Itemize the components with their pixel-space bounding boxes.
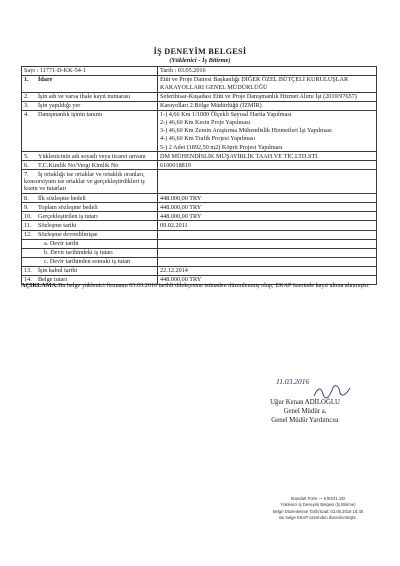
- row-value-line: DM MÜHENDİSLİK MÜŞAVİRLİK TAAH.VE TİC.LTD.STİ.: [160, 152, 319, 160]
- row-value-cell: [158, 92, 377, 101]
- row-label: T.C.Kimlik No/Vergi Kimlik No: [38, 161, 119, 169]
- signer-title-1: Genel Müdür a.: [283, 408, 327, 416]
- row-label: Danışmanlık işinin tanımı: [38, 111, 103, 119]
- row-label: İşin adı ve varsa ihale kayıt numarası: [38, 92, 131, 100]
- row-value-line: 22.12.2014: [160, 267, 188, 275]
- explanation-text: Bu belge yüklenici firmanın 03.03.2016 tarihli dilekçesine istinaden düzenlenmiş olup; EKAP üzerinde kayıt altına alınmıştır.: [58, 282, 370, 289]
- certificate-row: [22, 92, 377, 101]
- row-number: 2.: [24, 92, 29, 100]
- row-value-cell: [158, 76, 377, 92]
- footer-line: Standart Form — KİK031.1/D: [290, 496, 346, 501]
- certificate-row: [22, 161, 377, 170]
- row-label-cell: [22, 110, 158, 152]
- row-label-cell: [22, 266, 158, 275]
- row-number: 7.: [24, 170, 29, 178]
- footer-line: Yüklenici İş Deneyim Belgesi (İş Bitirme): [280, 502, 356, 508]
- certificate-row: [22, 101, 377, 110]
- row-label: İdare: [38, 76, 53, 84]
- row-label-cell: [22, 221, 158, 230]
- row-label: İlk sözleşme bedeli: [38, 194, 86, 202]
- row-value-line: 4-) 46,60 Km Trafik Projesi Yapılması: [160, 135, 256, 143]
- row-number: 13.: [24, 267, 32, 275]
- certificate-row: [22, 221, 377, 230]
- row-value-cell: [158, 110, 377, 152]
- row-label-cell: [22, 152, 158, 161]
- signature-date: 11.03.2016: [276, 377, 310, 386]
- row-number: 14.: [24, 276, 32, 284]
- certificate-row: [22, 266, 377, 275]
- row-value-cell: [158, 212, 377, 221]
- row-value-cell: [158, 239, 377, 248]
- certificate-table: [21, 66, 377, 285]
- signer-block: [240, 398, 370, 426]
- certificate-row: [22, 230, 377, 239]
- row-value-line: 448.000,00 TRY: [160, 212, 202, 220]
- meta-row: [22, 67, 377, 76]
- row-label: a. Devir tarihi: [44, 239, 79, 247]
- row-label-cell: [22, 239, 158, 248]
- row-label-cell: [22, 101, 158, 110]
- footer-line: Bu belge EKAP üzerinden düzenlenmiştir.: [279, 514, 357, 520]
- footer-line: Belge Düzenlenme Tarih/Saat: 03.05.2016 15:45: [272, 508, 364, 514]
- certificate-row: [22, 248, 377, 257]
- document-subtitle: (Yüklenici - İş Bitirme): [169, 57, 231, 64]
- row-number: 10.: [24, 212, 32, 220]
- row-value-line: 448.000,00 TRY: [160, 194, 202, 202]
- row-label-cell: [22, 203, 158, 212]
- row-label-cell: [22, 76, 158, 92]
- row-value-cell: [158, 161, 377, 170]
- footer-block: [258, 496, 378, 521]
- row-number: 3.: [24, 101, 29, 109]
- document-title: İŞ DENEYİM BELGESİ: [153, 47, 247, 56]
- row-label-cell: [22, 248, 158, 257]
- row-value-line: 6100018819: [160, 161, 191, 169]
- row-value-cell: [158, 230, 377, 239]
- certificate-row: [22, 257, 377, 266]
- row-value-line: 1-) 4,66 Km 1/1000 Ölçekli Sayısal Harita Yapılması: [160, 111, 292, 119]
- row-value-line: 09.02.2011: [160, 221, 188, 229]
- row-value-cell: [158, 266, 377, 275]
- row-number: 8.: [24, 194, 29, 202]
- row-value-line: 2-) 46,60 Km Kesin Proje Yapılması: [160, 119, 251, 127]
- row-value-line: 3-) 46,60 Km Zemin Araştırma Mühendislik Hizmetleri İşi Yapılması: [160, 127, 332, 135]
- row-label: b. Devir tarihindeki iş tutarı: [44, 249, 113, 257]
- row-number: 1.: [24, 76, 29, 84]
- row-label-cell: [22, 170, 158, 194]
- row-value-cell: [158, 194, 377, 203]
- explanation-label: AÇIKLAMA:: [21, 282, 59, 289]
- row-label: Gerçekleştirilen iş tutarı: [38, 212, 98, 220]
- row-value-cell: [158, 170, 377, 194]
- row-value-line: Etüt ve Proje Dairesi Başkanlığı DİĞER ÖZEL BÜTÇELİ KURULUŞLAR KARAYOLLARI GENEL MÜDÜRLÜĞÜ: [160, 76, 349, 91]
- row-label-cell: [22, 194, 158, 203]
- signer-title-2: Genel Müdür Yardımcısı: [271, 417, 339, 425]
- row-value-line: 448.000,00 TRY: [160, 203, 202, 211]
- row-label: Belge tutarı: [38, 276, 68, 284]
- row-value-line: Karayolları 2.Bölge Müdürlüğü (İZMİR): [160, 101, 262, 109]
- row-label: İş ortaklığı ise ortaklar ve ortaklık oranları, konsorsiyum ise ortaklar ve gerçekleştirdikleri iş kısmı ve tutarları: [24, 170, 145, 193]
- row-value-line: 5-) 2 Adet (1892,50 m2) Köprü Projesi Yapılması: [160, 143, 283, 151]
- row-label-cell: [22, 161, 158, 170]
- sayi-cell: Sayı : 11771-D-KK-54-1: [22, 67, 158, 76]
- row-label: Toplam sözleşme bedeli: [38, 203, 98, 211]
- row-value-cell: [158, 257, 377, 266]
- row-number: 9.: [24, 203, 29, 211]
- certificate-row: [22, 239, 377, 248]
- tarih-cell: Tarih : 03.05.2016: [158, 67, 377, 76]
- row-label: c. Devir tarihinden sonraki iş tutarı: [44, 258, 131, 266]
- row-number: 4.: [24, 111, 29, 119]
- explanation-block: [21, 282, 379, 290]
- row-label: Sözleşme devredilmişse: [38, 230, 98, 238]
- certificate-row: [22, 170, 377, 194]
- row-value-line: Seferihisar-Kuşadası Etüt ve Proje Danışmanlık Hizmet Alımı İşi (2010/97657): [160, 92, 357, 100]
- certificate-row: [22, 76, 377, 92]
- row-number: 5.: [24, 152, 29, 160]
- signer-name: Uğur Kenan ADİLOĞLU: [270, 399, 340, 406]
- row-value-cell: [158, 248, 377, 257]
- row-label: İşin yapıldığı yer: [38, 101, 81, 109]
- row-label-cell: [22, 92, 158, 101]
- row-label: Yüklenicinin adı soyadı veya ticaret unvanı: [38, 152, 146, 160]
- row-value-line: 448.000,00 TRY: [160, 276, 202, 284]
- certificate-row: [22, 152, 377, 161]
- row-label-cell: [22, 230, 158, 239]
- row-label-cell: [22, 257, 158, 266]
- certificate-row: [22, 203, 377, 212]
- row-value-cell: [158, 152, 377, 161]
- row-number: 12.: [24, 230, 32, 238]
- row-value-cell: [158, 101, 377, 110]
- certificate-row: [22, 212, 377, 221]
- row-value-cell: [158, 221, 377, 230]
- row-label-cell: [22, 212, 158, 221]
- row-label: Sözleşme tarihi: [38, 221, 77, 229]
- row-number: 6.: [24, 161, 29, 169]
- certificate-row: [22, 110, 377, 152]
- certificate-row: [22, 194, 377, 203]
- row-label: İşin kabul tarihi: [38, 267, 78, 275]
- row-number: 11.: [24, 221, 32, 229]
- row-value-cell: [158, 203, 377, 212]
